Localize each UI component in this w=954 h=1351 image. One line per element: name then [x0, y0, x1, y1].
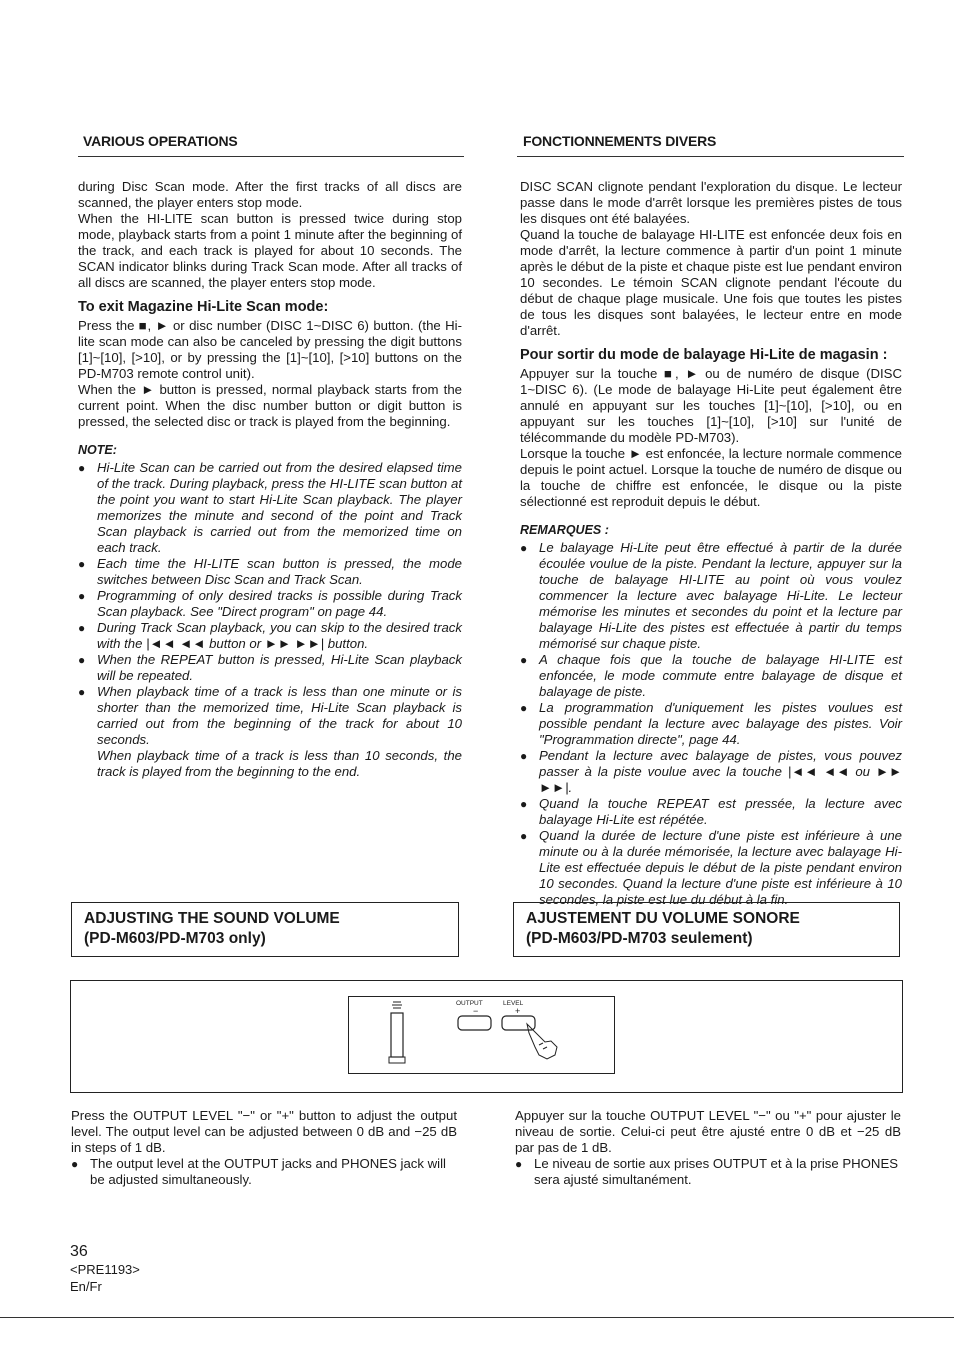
paragraph: Quand la touche de balayage HI-LITE est enfoncée deux fois en mode d'arrêt, la lecture commence à partir d'un point 1 minute après le début de la piste et chaque piste est lue pendant environ 10 secondes. Le témoin SCAN clignote pendant l'écoute du début de chaque plage musicale. Une fois que toutes les pistes de tous les disques sont balayées, le lecteur entre en mode d'arrêt.	[520, 227, 902, 338]
bullet-icon: ●	[520, 797, 528, 811]
output-level-minus-button	[458, 1016, 491, 1030]
level-label: LEVEL	[503, 1000, 524, 1007]
note-heading: NOTE:	[78, 443, 117, 457]
list-item: ● The output level at the OUTPUT jacks and PHONES jack will be adjusted simultaneously.	[71, 1156, 446, 1187]
paragraph: Appuyer sur la touche OUTPUT LEVEL "−" ou "+" pour ajuster le niveau de sortie. Celui-ci peut être ajusté entre 0 dB et −25 dB par pas de 1 dB.	[515, 1108, 901, 1155]
list-item: ● When playback time of a track is less than one minute or is shorter than the memorized time, Hi-Lite Scan playback is carried out from the beginning of the track for about 10 seconds.	[78, 684, 462, 747]
bullet-icon: ●	[71, 1157, 79, 1171]
output-level-illustration	[70, 980, 903, 1093]
bullet-icon: ●	[78, 621, 86, 635]
list-item: ● Quand la durée de lecture d'une piste est inférieure à une minute ou à la durée mémorisée, la lecture avec balayage Hi-Lite est effectuée depuis le début de la piste pendant environ 10 secondes. Quand la lecture d'une piste est inférieure à 10 secondes, la piste est lue du début à la fin.	[520, 828, 902, 907]
subheading: To exit Magazine Hi-Lite Scan mode:	[78, 299, 329, 315]
paragraph: Lorsque la touche ► est enfoncée, la lecture normale commence depuis le point actuel. Lorsque la touche de numéro de disque ou la touche de chiffre est enfoncée, le disque ou la piste sélectionné est reproduit depuis le début.	[520, 446, 902, 509]
output-label: OUTPUT	[456, 1000, 483, 1007]
bullet-icon: ●	[515, 1157, 523, 1171]
note-heading: REMARQUES :	[520, 523, 609, 537]
paragraph: DISC SCAN clignote pendant l'exploration du disque. Le lecteur passe dans le mode d'arrêt lorsque les premières pistes de tous les disques ont été balayées.	[520, 179, 902, 226]
bullet-icon: ●	[520, 829, 528, 843]
list-item: ● Each time the HI-LITE scan button is pressed, the mode switches between Disc Scan and Track Scan.	[78, 556, 462, 587]
paragraph: during Disc Scan mode. After the first tracks of all discs are scanned, the player enters stop mode.	[78, 179, 462, 210]
right-column	[520, 179, 902, 908]
minus-label: −	[473, 1006, 479, 1016]
section-heading-left: VARIOUS OPERATIONS	[83, 133, 238, 149]
output-level-plus-button	[502, 1016, 535, 1030]
volume-title-line: (PD-M603/PD-M703 only)	[84, 930, 266, 947]
section-heading-right: FONCTIONNEMENTS DIVERS	[523, 133, 717, 149]
language-code: En/Fr	[70, 1279, 102, 1294]
front-panel-drawing	[348, 996, 615, 1074]
bullet-icon: ●	[520, 701, 528, 715]
list-item: ● A chaque fois que la touche de balayage HI-LITE est enfoncée, le mode commute entre balayage de disque et balayage de piste.	[520, 652, 902, 699]
phones-jack-icon	[389, 1002, 405, 1063]
subheading: Pour sortir du mode de balayage Hi-Lite de magasin :	[520, 347, 888, 363]
list-item-continuation: When playback time of a track is less than 10 seconds, the track is played from the beginning to the end.	[97, 748, 462, 779]
list-item: ● Le balayage Hi-Lite peut être effectué à partir de la durée écoulée voulue de la piste. Pendant la lecture, appuyer sur la touche de balayage HI-LITE au point où vous voulez commencer la lecture avec balayage Hi-Lite. Le lecteur mémorise les minutes et secondes du point et la lecture par balayage Hi-Lite des pistes est effectuée à partir du temps mémorisé sur chaque piste.	[520, 540, 902, 651]
note-list	[78, 460, 462, 780]
page-number: 36	[70, 1243, 88, 1260]
volume-text-left	[71, 1108, 457, 1188]
bullet-icon: ●	[78, 461, 86, 475]
bottom-rule	[0, 1317, 954, 1318]
volume-title-box-left	[71, 902, 459, 957]
paragraph: Appuyer sur la touche ■, ► ou de numéro de disque (DISC 1~DISC 6). (Le mode de balayage Hi-Lite peut également être annulé en appuyant sur les touches [1]~[10], [>10], ou en appuyant sur les touches [1]~[10], [>10] sur l'unité de télécommande du modèle PD-M703).	[520, 366, 902, 445]
list-item: ● Le niveau de sortie aux prises OUTPUT et à la prise PHONES sera ajusté simultanément.	[515, 1156, 899, 1187]
list-item: ● Quand la touche REPEAT est pressée, la lecture avec balayage Hi-Lite est répétée.	[520, 796, 902, 827]
bullet-icon: ●	[78, 653, 86, 667]
bullet-icon: ●	[78, 557, 86, 571]
bullet-list	[71, 1156, 457, 1188]
heading-rule-right	[517, 156, 904, 157]
paragraph: Press the ■, ► or disc number (DISC 1~DISC 6) button. (the Hi-lite scan mode can also be canceled by pressing the digit buttons [1]~[10], [>10], or by pressing the [1]~[10], [>10] buttons on the PD-M703 remote control unit).	[78, 318, 462, 381]
list-item: ● Programming of only desired tracks is possible during Track Scan playback. See "Direct program" on page 44.	[78, 588, 462, 619]
volume-title-line: (PD-M603/PD-M703 seulement)	[526, 930, 753, 947]
plus-label: +	[515, 1006, 521, 1016]
heading-rule-left	[78, 156, 464, 157]
page-footer	[70, 1243, 140, 1295]
list-item: ● When the REPEAT button is pressed, Hi-Lite Scan playback will be repeated.	[78, 652, 462, 683]
left-column	[78, 179, 462, 780]
bullet-list	[515, 1156, 901, 1188]
list-item: ● La programmation d'uniquement les pistes voulues est possible pendant la lecture avec balayage des pistes. Voir "Programmation directe", page 44.	[520, 700, 902, 747]
bullet-icon: ●	[78, 685, 86, 699]
pointing-hand-icon	[527, 1024, 557, 1059]
paragraph: When the HI-LITE scan button is pressed twice during stop mode, playback starts from a point 1 minute after the beginning of the track, and each track is played for about 10 seconds. The SCAN indicator blinks during Track Scan mode. After all tracks of all discs are scanned, the player enters stop mode.	[78, 211, 462, 290]
paragraph: Press the OUTPUT LEVEL "−" or "+" button to adjust the output level. The output level can be adjusted between 0 dB and −25 dB in steps of 1 dB.	[71, 1108, 457, 1155]
bullet-icon: ●	[78, 589, 86, 603]
volume-text-right	[515, 1108, 901, 1188]
panel-svg	[349, 997, 614, 1073]
list-item: ● During Track Scan playback, you can skip to the desired track with the |◄◄ ◄◄ button or ►► ►►| button.	[78, 620, 462, 651]
list-item: ● Hi-Lite Scan can be carried out from the desired elapsed time of the track. During playback, press the HI-LITE scan button at the point you want to start Hi-Lite Scan playback. The player memorizes the minute and second of the point and Track Scan playback is carried out from the memorized time on each track.	[78, 460, 462, 555]
note-list	[520, 540, 902, 908]
volume-title-line: ADJUSTING THE SOUND VOLUME	[84, 910, 340, 927]
bullet-icon: ●	[520, 653, 528, 667]
volume-title-box-right	[513, 902, 900, 957]
bullet-icon: ●	[520, 749, 528, 763]
document-code: <PRE1193>	[70, 1262, 140, 1277]
bullet-icon: ●	[520, 541, 528, 555]
paragraph: When the ► button is pressed, normal playback starts from the current point. When the disc number button or digit button is pressed, the selected disc or track is played from the beginning.	[78, 382, 462, 429]
volume-title-line: AJUSTEMENT DU VOLUME SONORE	[526, 910, 800, 927]
list-item: ● Pendant la lecture avec balayage de pistes, vous pouvez passer à la piste voulue avec la touche |◄◄ ◄◄ ou ►► ►►|.	[520, 748, 902, 795]
